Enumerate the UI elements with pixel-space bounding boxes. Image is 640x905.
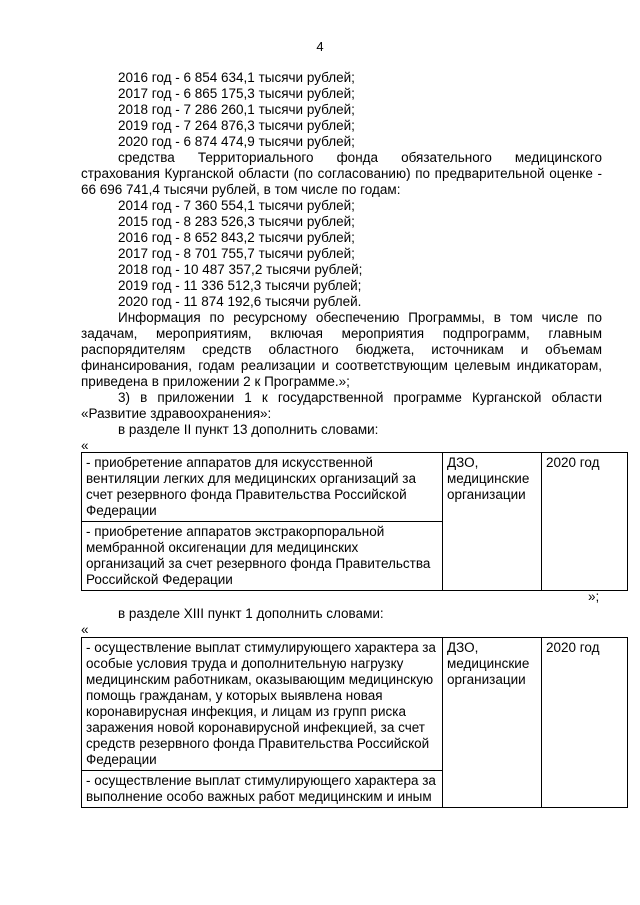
fund-year-line: 2015 год - 8 283 526,3 тысячи рублей; [118,214,355,229]
section-xiii-heading: в разделе XIII пункт 1 дополнить словами: [118,606,384,621]
item3-paragraph-line: «Развитие здравоохранения»: [81,406,272,421]
amendment-table-section-xiii [81,637,628,808]
table-cell-measure: - приобретение аппаратов экстракорпоральной мембранной оксигенации для медицинских организаций за счет резервного фонда Правительства Российской Федерации [82,522,443,591]
okrug-year-line: 2016 год - 6 854 634,1 тысячи рублей; [118,70,355,85]
fund-year-line: 2016 год - 8 652 843,2 тысячи рублей; [118,230,355,245]
close-quote: »; [588,589,600,604]
info-paragraph-line: задачам, мероприятиям, включая мероприятия подпрограмм, главным [81,326,602,341]
okrug-year-line: 2018 год - 7 286 260,1 тысячи рублей; [118,102,355,117]
fund-paragraph-line: 66 696 741,4 тысячи рублей, в том числе по годам: [81,182,401,197]
info-paragraph-line: приведена в приложении 2 к Программе.»; [81,374,350,389]
table-cell-measure: - осуществление выплат стимулирующего характера за особые условия труда и дополнительную нагрузку медицинским работникам, оказывающим медицинскую помощь гражданам, у которых выявлена новая коронавирусная инфекция, и лицам из групп риска заражения новой коронавирусной инфекцией, за счет средств резервного фонда Правительства Российской Федерации [82,638,443,771]
info-paragraph-line: финансирования, годам реализации и соответствующим целевым индикаторам, [81,358,602,373]
table-cell-measure: - осуществление выплат стимулирующего характера за выполнение особо важных работ медицинским и иным [82,771,443,808]
fund-year-line: 2019 год - 11 336 512,3 тысячи рублей; [118,278,362,293]
section-ii-heading: в разделе II пункт 13 дополнить словами: [118,422,379,437]
page-number: 4 [316,39,324,54]
open-quote: « [81,438,89,453]
okrug-year-line: 2019 год - 7 264 876,3 тысячи рублей; [118,118,355,133]
fund-paragraph-line: средства Территориального фонда обязательного медицинского [118,150,602,165]
fund-year-line: 2020 год - 11 874 192,6 тысячи рублей. [118,294,362,309]
okrug-year-line: 2020 год - 6 874 474,9 тысячи рублей; [118,134,355,149]
table-cell-executor: ДЗО, медицинские организации [443,453,542,591]
table-cell-measure: - приобретение аппаратов для искусственной вентиляции легких для медицинских организаций за счет резервного фонда Правительства Российской Федерации [82,453,443,522]
item3-paragraph-line: 3) в приложении 1 к государственной программе Курганской области [118,390,602,405]
table-cell-year: 2020 год [542,453,628,591]
info-paragraph-line: Информация по ресурсному обеспечению Программы, в том числе по [118,310,602,325]
fund-year-line: 2017 год - 8 701 755,7 тысячи рублей; [118,246,355,261]
table-cell-executor: ДЗО, медицинские организации [443,638,542,808]
open-quote: « [81,622,89,637]
info-paragraph-line: распорядителям средств областного бюджета, источникам и объемам [81,342,602,357]
fund-paragraph-line: страхования Курганской области (по согласованию) по предварительной оценке - [81,166,602,181]
amendment-table-section-ii [81,452,628,591]
fund-year-line: 2018 год - 10 487 357,2 тысячи рублей; [118,262,363,277]
fund-year-line: 2014 год - 7 360 554,1 тысячи рублей; [118,198,355,213]
okrug-year-line: 2017 год - 6 865 175,3 тысячи рублей; [118,86,355,101]
table-cell-year: 2020 год [542,638,628,808]
